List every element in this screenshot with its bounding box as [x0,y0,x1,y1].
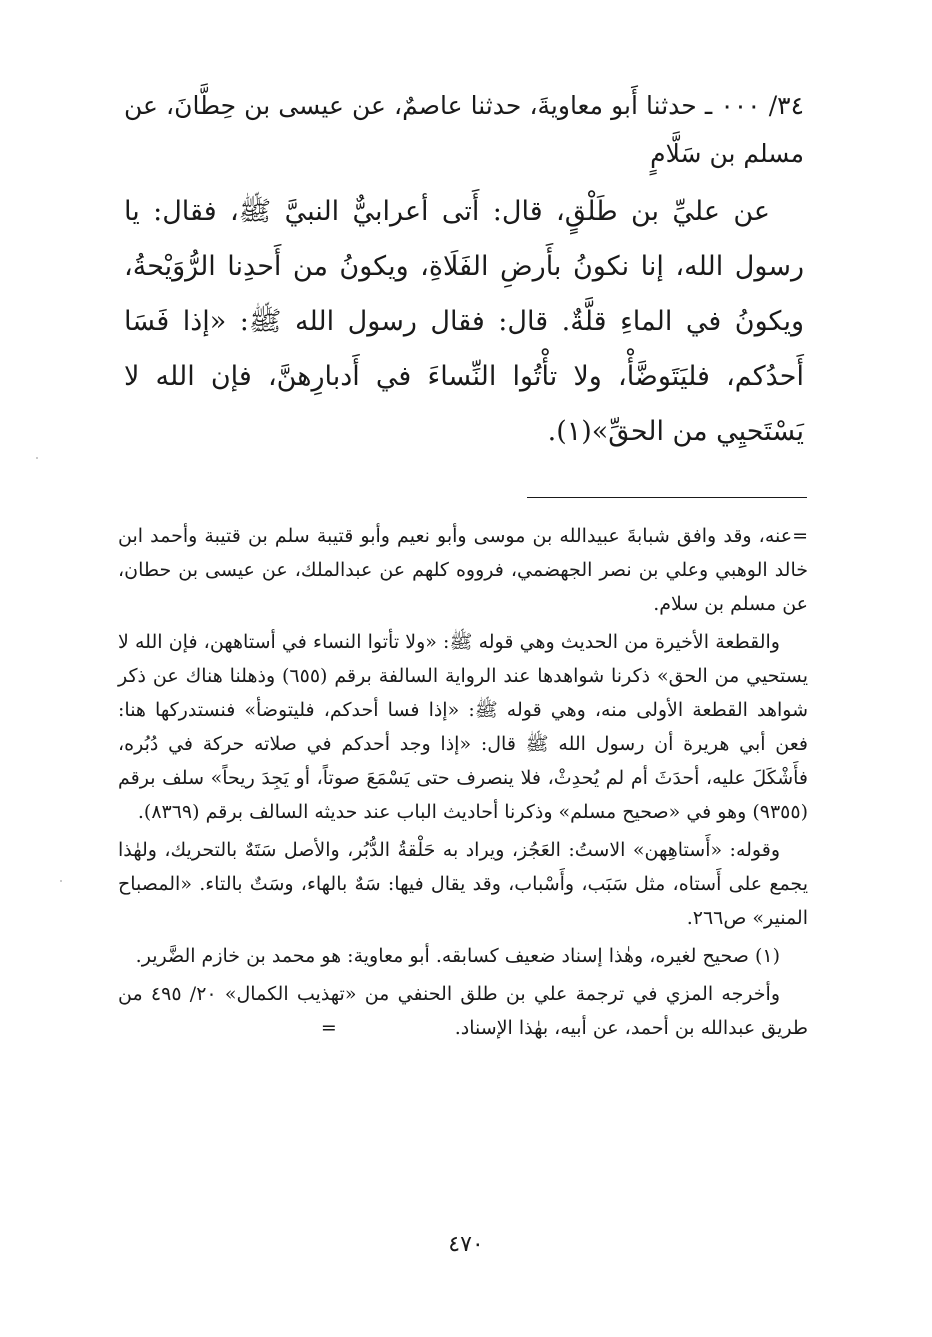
scan-speck [60,880,62,882]
footnote-1: (١) صحيح لغيره، وهٰذا إسناد ضعيف كسابقه. أبو معاوية: هو محمد بن خازم الضَّرير. [135,945,780,967]
footnotes-section [118,519,808,1049]
continuation-mark: = [320,1017,337,1039]
hadith-matn: عن عليِّ بن طَلْقٍ، قال: أَتى أعرابيٌّ النبيَّ ﷺ، فقال: يا رسول الله، إنا نكونُ بأَرضِ الفَلَاةِ، ويكونُ من أَحدِنا الرُّوَيْحةُ، ويكونُ في الماءِ قلَّةٌ. قال: فقال رسول الله ﷺ: «إذا فَسَا أَحدُكم، فليَتَوضَّأْ، ولا تأْتُوا النِّساءَ في أَدبارِهنَّ، فإن الله لا يَسْتَحيِي من الحقِّ»(١). [124,196,804,447]
footnote-1-continued-text: وأخرجه المزي في ترجمة علي بن طلق الحنفي من «تهذيب الكمال» ٢٠/ ٤٩٥ من طريق عبدالله بن أحمد، عن أبيه، بهٰذا الإسناد. [118,983,808,1039]
footnote-divider [527,497,807,498]
hadith-isnad: ٣٤/ ٠٠٠ ـ حدثنا أَبو معاويةَ، حدثنا عاصمٌ، عن عيسى بن حِطَّانَ، عن مسلم بن سَلَّامٍ [124,91,805,168]
footnote-1-continued [118,977,808,1045]
page-number: ٤٧٠ [448,1232,484,1257]
footnote-carryover: =عنه، وقد وافق شبابةَ عبيدالله بن موسى وأبو نعيم وأبو قتيبة سلم بن قتيبة وأحمد ابن خالد الوهبي وعلي بن نصر الجهضمي، فرووه كلهم عن عبدالملك، عن عيسى بن حطان، عن مسلم بن سلام. [118,525,808,615]
scan-speck [36,457,38,459]
footnote-paragraph: والقطعة الأخيرة من الحديث وهي قوله ﷺ: «ولا تأتوا النساء في أستاههن، فإن الله لا يستحيي من الحق» ذكرنا شواهدها عند الرواية السالفة برقم (٦٥٥) وذهلنا هناك عن ذكر شواهد القطعة الأولى منه، وهي قوله ﷺ: «إذا فسا أحدكم، فليتوضأ» فنستدركها هنا: فعن أبي هريرة أن رسول الله ﷺ قال: «إذا وجد أحدكم في صلاته حركة في دُبُره، فأَشْكَلَ عليه، أحدَثَ أم لم يُحدِثْ، فلا ينصرف حتى يَسْمَعَ صوتاً، أو يَجِدَ ريحاً» سلف برقم (٩٣٥٥) وهو في «صحيح مسلم» وذكرنا أحاديث الباب عند حديثه السالف برقم (٨٣٦٩). [118,631,808,823]
footnote-paragraph: وقوله: «أَستاهِهن» الاستُ: العَجُز، ويراد به حَلْقةُ الدُّبُر، والأصل سَتَهٌ بالتحريك، ولهٰذا يجمع على أَستاه، مثل سَبَب، وأَسْباب، وقد يقال فيها: سَهٌ بالهاء، وسَتٌ بالتاء. «المصباح المنير» ص٢٦٦. [118,839,808,929]
